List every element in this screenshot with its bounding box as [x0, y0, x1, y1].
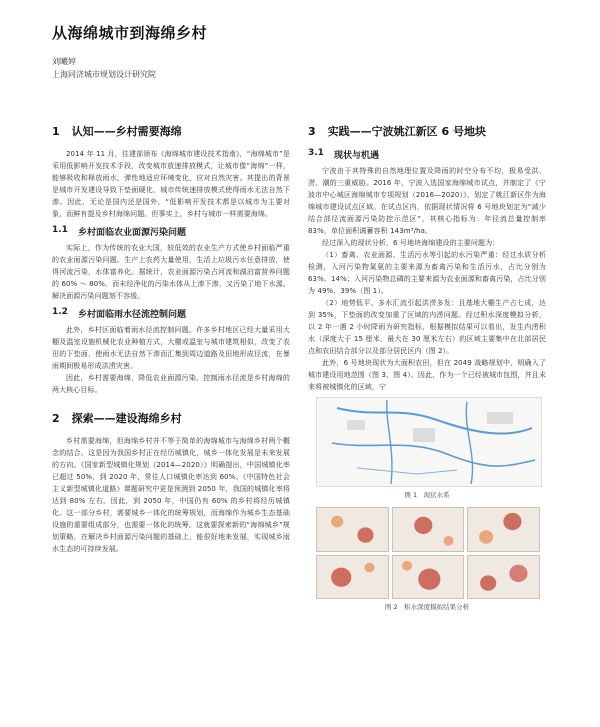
- author: 刘曦婷: [52, 57, 76, 66]
- affiliation: 上海同济城市规划设计研究院: [52, 70, 156, 79]
- figure-caption: 图 2 积水深度模拟结果分析: [384, 603, 470, 611]
- water-system-map: [316, 397, 542, 487]
- subsection-1-1-heading: [52, 225, 290, 238]
- subsection-title: 现状与机遇: [333, 151, 379, 161]
- paragraph: （2）地势低平、多水汇流引起洪涝多发：且基地大棚生产占七成，达到 35%，下垫面的改变加重了区域的内涝问题。经过积水深度模拟分析，以 2 年一遇 2 小时降雨为研究指标，根据模拟结果可以看出，发生内涝积水（深度大于 15 厘米，最大在 30 厘米左右）的区域主要集中在北部居民点和农田结合部分以及部分居民区内（图 2）。: [308, 299, 546, 355]
- section-number: 3: [308, 125, 316, 138]
- simulation-tile: [392, 507, 465, 552]
- subsection-number: 1.2: [52, 307, 68, 317]
- simulation-tile: [467, 507, 540, 552]
- paragraph: 因此，乡村需要海绵，降低农业面源污染、控制雨水径流是乡村海绵的两大核心目标。: [52, 374, 290, 394]
- section-1-heading: [52, 123, 290, 139]
- simulation-tile: [316, 555, 389, 600]
- paragraph: 乡村需要海绵，但海绵乡村并不等于简单的海绵城市与海绵乡村两个概念的结合。这是因为我国乡村正在经历城镇化，城乡一体化发展是未来发展的方向。《国家新型城镇化规划（2014—2020）》明确提出，中国城镇化率已超过 50%，到 2020 年，常住人口城镇化率达到 60%。《中国特色社会主义新型城镇化道路》课题研究中更是预测到 2050 年，我国的城镇化率将达到 80% 左右。因此，到 2050 年，中国仍有 60% 的乡村将经历城镇化。这一部分乡村，需要城乡一体化的统筹规划，而海绵作为城乡生态基础设施的重要组成部分，也需要一体化的统筹。这就要探索新的“海绵城乡”规划策略，在解决乡村面源污染问题的基础上，能很好地来发展，实现城乡雨水生态的可持续发展。: [52, 437, 290, 553]
- simulation-tile: [392, 555, 465, 600]
- section-3-heading: [308, 123, 546, 139]
- ponding-simulation-grid: [316, 507, 540, 599]
- subsection-title: 乡村面临农业面源污染问题: [77, 228, 186, 238]
- subsection-1-2-heading: [52, 307, 290, 320]
- subsection-title: 乡村面临雨水径流控制问题: [77, 310, 186, 320]
- section-2-heading: [52, 410, 290, 426]
- page-title: 从海绵城市到海绵乡村: [52, 24, 208, 42]
- subsection-3-1-heading: [308, 148, 546, 161]
- paragraph: 经过深入的现状分析，6 号地块海绵建设的主要问题为：: [322, 239, 500, 247]
- section-title: 认知——乡村需要海绵: [71, 125, 182, 138]
- left-column: [52, 123, 290, 555]
- subsection-number: 1.1: [52, 225, 68, 235]
- paragraph: 2014 年 11 月，住建部颁布《海绵城市建设技术指南》，“海绵城市”是采用低影响开发技术手段，改变城市放速排放模式，让城市像“海绵”一样，能够吸收和释放雨水，弹性地适应环境变化，应对自然灾害。其提出的背景是城市开发建设导致下垫面硬化，城市传统速排放模式使得雨水无法自然下渗。因此，无论是国内还是国外，“低影响开发技术都是以城市为主要对象，而鲜有提及乡村海绵问题。但事实上，乡村与城市一样需要海绵。: [52, 150, 290, 218]
- map-graphic: [317, 398, 541, 486]
- section-number: 1: [52, 125, 60, 138]
- section-number: 2: [52, 412, 60, 425]
- section-title: 实践——宁波姚江新区 6 号地块: [327, 125, 486, 138]
- paragraph: 此外，乡村区面临着雨水径流控制问题。许多乡村地区已经大量采用大棚及温室设施机械化农业种植方式，大棚或温室与城市建筑相似，改变了农田的下垫面，使雨水无法自然下渗而汇集到周边道路及田地形成径流，在暴雨期间极易形成洪涝灾害。: [52, 326, 290, 370]
- right-column: [308, 123, 546, 611]
- figure-1: [308, 397, 546, 611]
- paragraph: 此外，6 号地块现状为大面积农田，但在 2049 战略规划中，明确入了城市建设用地范围（图 3、图 4）。因此，作为一个已经被城市包围，并且未来将被城镇化的区域，宁: [308, 359, 546, 391]
- paragraph: 宁波由于其特殊的自然地理位置及降雨的时空分布不均，极易受洪、涝、潮的三重威胁。2016 年，宁波入选国家海绵城市试点，并制定了《宁波市中心城区海绵城市专项规划（2016—2020）》，划定了姚江新区作为海绵城市建设试点区域。在试点区内，依据现状情况将 6 号地块划定为“减少结合部径流面源污染防控示范区”，其核心指标为：年径流总量控制率 83%，单位面积调蓄容积 143m³/ha。: [308, 167, 546, 235]
- subsection-number: 3.1: [308, 148, 324, 158]
- paragraph: （1）畜禽、农业面源、生活污水等引起的水污染严重：经过水质分析检测，入河污染物氮氨的主要来源为畜禽污染和生活污水，占比分别为 63%、14%；入河污染物总磷的主要来源为农业面源和畜禽污染，占比分别为 49%、39%（图 1）。: [308, 251, 546, 295]
- simulation-tile: [467, 555, 540, 600]
- section-title: 探索——建设海绵乡村: [71, 412, 182, 425]
- figure-caption: 图 1 现状水系: [404, 491, 450, 499]
- paragraph: 实际上，作为传统的农业大国，较低效的农业生产方式使乡村面临严重的农业面源污染问题。生产上农药大量使用，生活上垃圾污水任意排放，使得河流污染，水体富养化。据统计，农业面源污染占河流和湖泊富营养问题的 60% ～ 80%。而未经净化的污染水体从上渗下渗，又污染了地下水源。解决面源污染问题刻不容缓。: [52, 244, 290, 300]
- simulation-tile: [316, 507, 389, 552]
